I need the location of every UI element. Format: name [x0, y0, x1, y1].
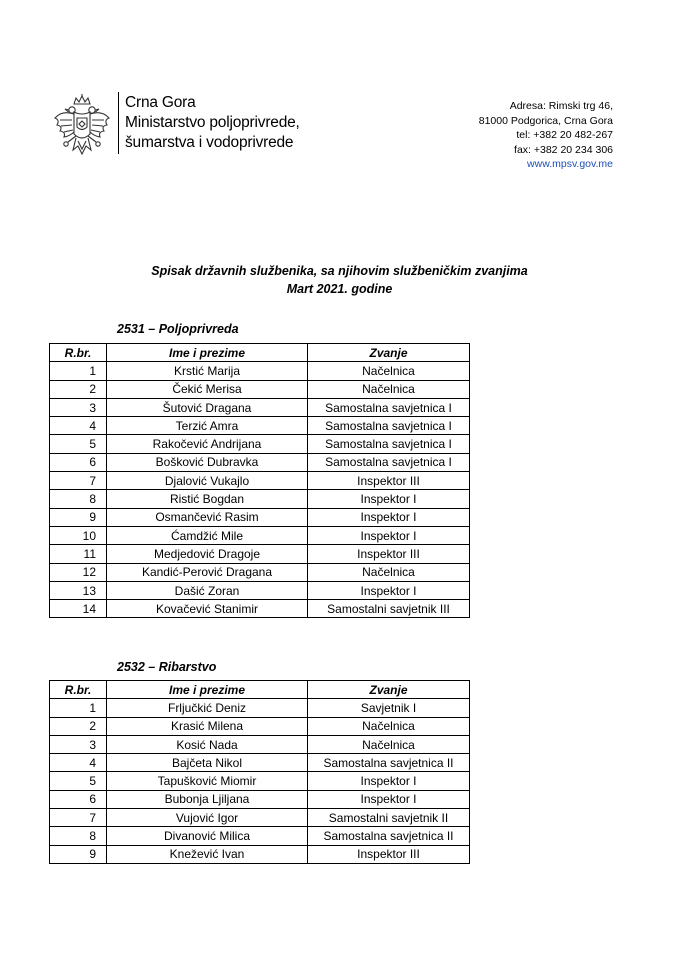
table-row — [50, 362, 470, 380]
table-row — [50, 472, 470, 490]
table-header-row — [50, 344, 470, 362]
document-title: Spisak državnih službenika, sa njihovim službeničkim zvanjima — [151, 264, 528, 278]
employee-title: Samostalna savjetnica I — [308, 435, 470, 453]
row-number: 7 — [50, 809, 107, 827]
row-number: 8 — [50, 490, 107, 508]
employee-name: Bubonja Ljiljana — [107, 790, 308, 808]
employee-title: Samostalna savjetnica II — [308, 827, 470, 845]
employee-name: Rakočević Andrijana — [107, 435, 308, 453]
row-number: 8 — [50, 827, 107, 845]
table-row — [50, 581, 470, 599]
employee-title: Načelnica — [308, 380, 470, 398]
employee-title: Samostalni savjetnik III — [308, 600, 470, 618]
employee-name: Bajčeta Nikol — [107, 754, 308, 772]
table-row — [50, 790, 470, 808]
table-row — [50, 435, 470, 453]
employee-name: Terzić Amra — [107, 417, 308, 435]
table-row — [50, 717, 470, 735]
phone-line: tel: +382 20 482-267 — [516, 129, 613, 141]
table-row — [50, 417, 470, 435]
table-row — [50, 526, 470, 544]
header-divider — [118, 92, 119, 154]
address-line: Adresa: Rimski trg 46, — [509, 100, 613, 112]
column-header: R.br. — [50, 344, 107, 362]
org-line: šumarstva i vodoprivrede — [125, 134, 294, 151]
row-number: 11 — [50, 545, 107, 563]
row-number: 7 — [50, 472, 107, 490]
employee-name: Tapušković Miomir — [107, 772, 308, 790]
row-number: 5 — [50, 435, 107, 453]
row-number: 2 — [50, 717, 107, 735]
table-row — [50, 600, 470, 618]
document-title-block — [0, 262, 679, 298]
employee-name: Vujović Igor — [107, 809, 308, 827]
employee-title: Inspektor I — [308, 581, 470, 599]
fax-line: fax: +382 20 234 306 — [514, 143, 613, 156]
row-number: 1 — [50, 699, 107, 717]
address-line: 81000 Podgorica, Crna Gora — [478, 114, 613, 127]
employee-title: Načelnica — [308, 717, 470, 735]
document-subtitle: Mart 2021. godine — [286, 282, 393, 296]
table-row — [50, 380, 470, 398]
row-number: 6 — [50, 790, 107, 808]
employee-name: Medjedović Dragoje — [107, 545, 308, 563]
employee-name: Dašić Zoran — [107, 581, 308, 599]
employee-name: Bošković Dubravka — [107, 453, 308, 471]
organization-name — [125, 93, 300, 153]
employee-title: Samostalna savjetnica I — [308, 398, 470, 416]
employee-name: Krstić Marija — [107, 362, 308, 380]
employee-title: Savjetnik I — [308, 699, 470, 717]
section-heading: 2532 – Ribarstvo — [117, 660, 217, 674]
employee-name: Krasić Milena — [107, 717, 308, 735]
montenegro-coat-of-arms-icon — [52, 94, 112, 160]
employee-title: Načelnica — [308, 735, 470, 753]
row-number: 4 — [50, 754, 107, 772]
employee-name: Kovačević Stanimir — [107, 600, 308, 618]
employee-title: Načelnica — [308, 563, 470, 581]
employee-name: Kosić Nada — [107, 735, 308, 753]
table-row — [50, 398, 470, 416]
employee-title: Inspektor III — [308, 545, 470, 563]
employee-name: Ristić Bogdan — [107, 490, 308, 508]
staff-table — [49, 680, 470, 864]
table-row — [50, 845, 470, 863]
employee-title: Samostalna savjetnica I — [308, 417, 470, 435]
table-row — [50, 453, 470, 471]
row-number: 12 — [50, 563, 107, 581]
row-number: 4 — [50, 417, 107, 435]
employee-name: Šutović Dragana — [107, 398, 308, 416]
row-number: 3 — [50, 398, 107, 416]
row-number: 14 — [50, 600, 107, 618]
employee-name: Knežević Ivan — [107, 845, 308, 863]
table-row — [50, 490, 470, 508]
column-header: Zvanje — [308, 681, 470, 699]
table-row — [50, 699, 470, 717]
employee-title: Inspektor I — [308, 526, 470, 544]
employee-name: Osmančević Rasim — [107, 508, 308, 526]
employee-title: Inspektor III — [308, 845, 470, 863]
org-line: Crna Gora — [125, 94, 196, 111]
employee-title: Inspektor I — [308, 508, 470, 526]
employee-title: Inspektor I — [308, 490, 470, 508]
row-number: 9 — [50, 508, 107, 526]
section-heading: 2531 – Poljoprivreda — [117, 322, 239, 336]
website-link[interactable]: www.mpsv.gov.me — [527, 158, 613, 170]
employee-title: Načelnica — [308, 362, 470, 380]
employee-title: Inspektor III — [308, 472, 470, 490]
row-number: 1 — [50, 362, 107, 380]
column-header: Ime i prezime — [107, 344, 308, 362]
table-row — [50, 754, 470, 772]
row-number: 2 — [50, 380, 107, 398]
contact-block — [479, 99, 613, 172]
employee-title: Inspektor I — [308, 772, 470, 790]
employee-name: Frljučkić Deniz — [107, 699, 308, 717]
column-header: R.br. — [50, 681, 107, 699]
org-line: Ministarstvo poljoprivrede, — [125, 114, 300, 131]
table-header-row — [50, 681, 470, 699]
row-number: 9 — [50, 845, 107, 863]
row-number: 10 — [50, 526, 107, 544]
employee-name: Čekić Merisa — [107, 380, 308, 398]
row-number: 3 — [50, 735, 107, 753]
employee-title: Samostalna savjetnica II — [308, 754, 470, 772]
table-row — [50, 735, 470, 753]
staff-table — [49, 343, 470, 618]
row-number: 5 — [50, 772, 107, 790]
table-row — [50, 772, 470, 790]
row-number: 13 — [50, 581, 107, 599]
row-number: 6 — [50, 453, 107, 471]
table-row — [50, 545, 470, 563]
employee-name: Ćamdžić Mile — [107, 526, 308, 544]
table-row — [50, 809, 470, 827]
column-header: Ime i prezime — [107, 681, 308, 699]
column-header: Zvanje — [308, 344, 470, 362]
table-row — [50, 508, 470, 526]
employee-name: Divanović Milica — [107, 827, 308, 845]
table-row — [50, 563, 470, 581]
employee-title: Samostalni savjetnik II — [308, 809, 470, 827]
table-row — [50, 827, 470, 845]
employee-title: Inspektor I — [308, 790, 470, 808]
employee-name: Djalović Vukajlo — [107, 472, 308, 490]
employee-name: Kandić-Perović Dragana — [107, 563, 308, 581]
employee-title: Samostalna savjetnica I — [308, 453, 470, 471]
